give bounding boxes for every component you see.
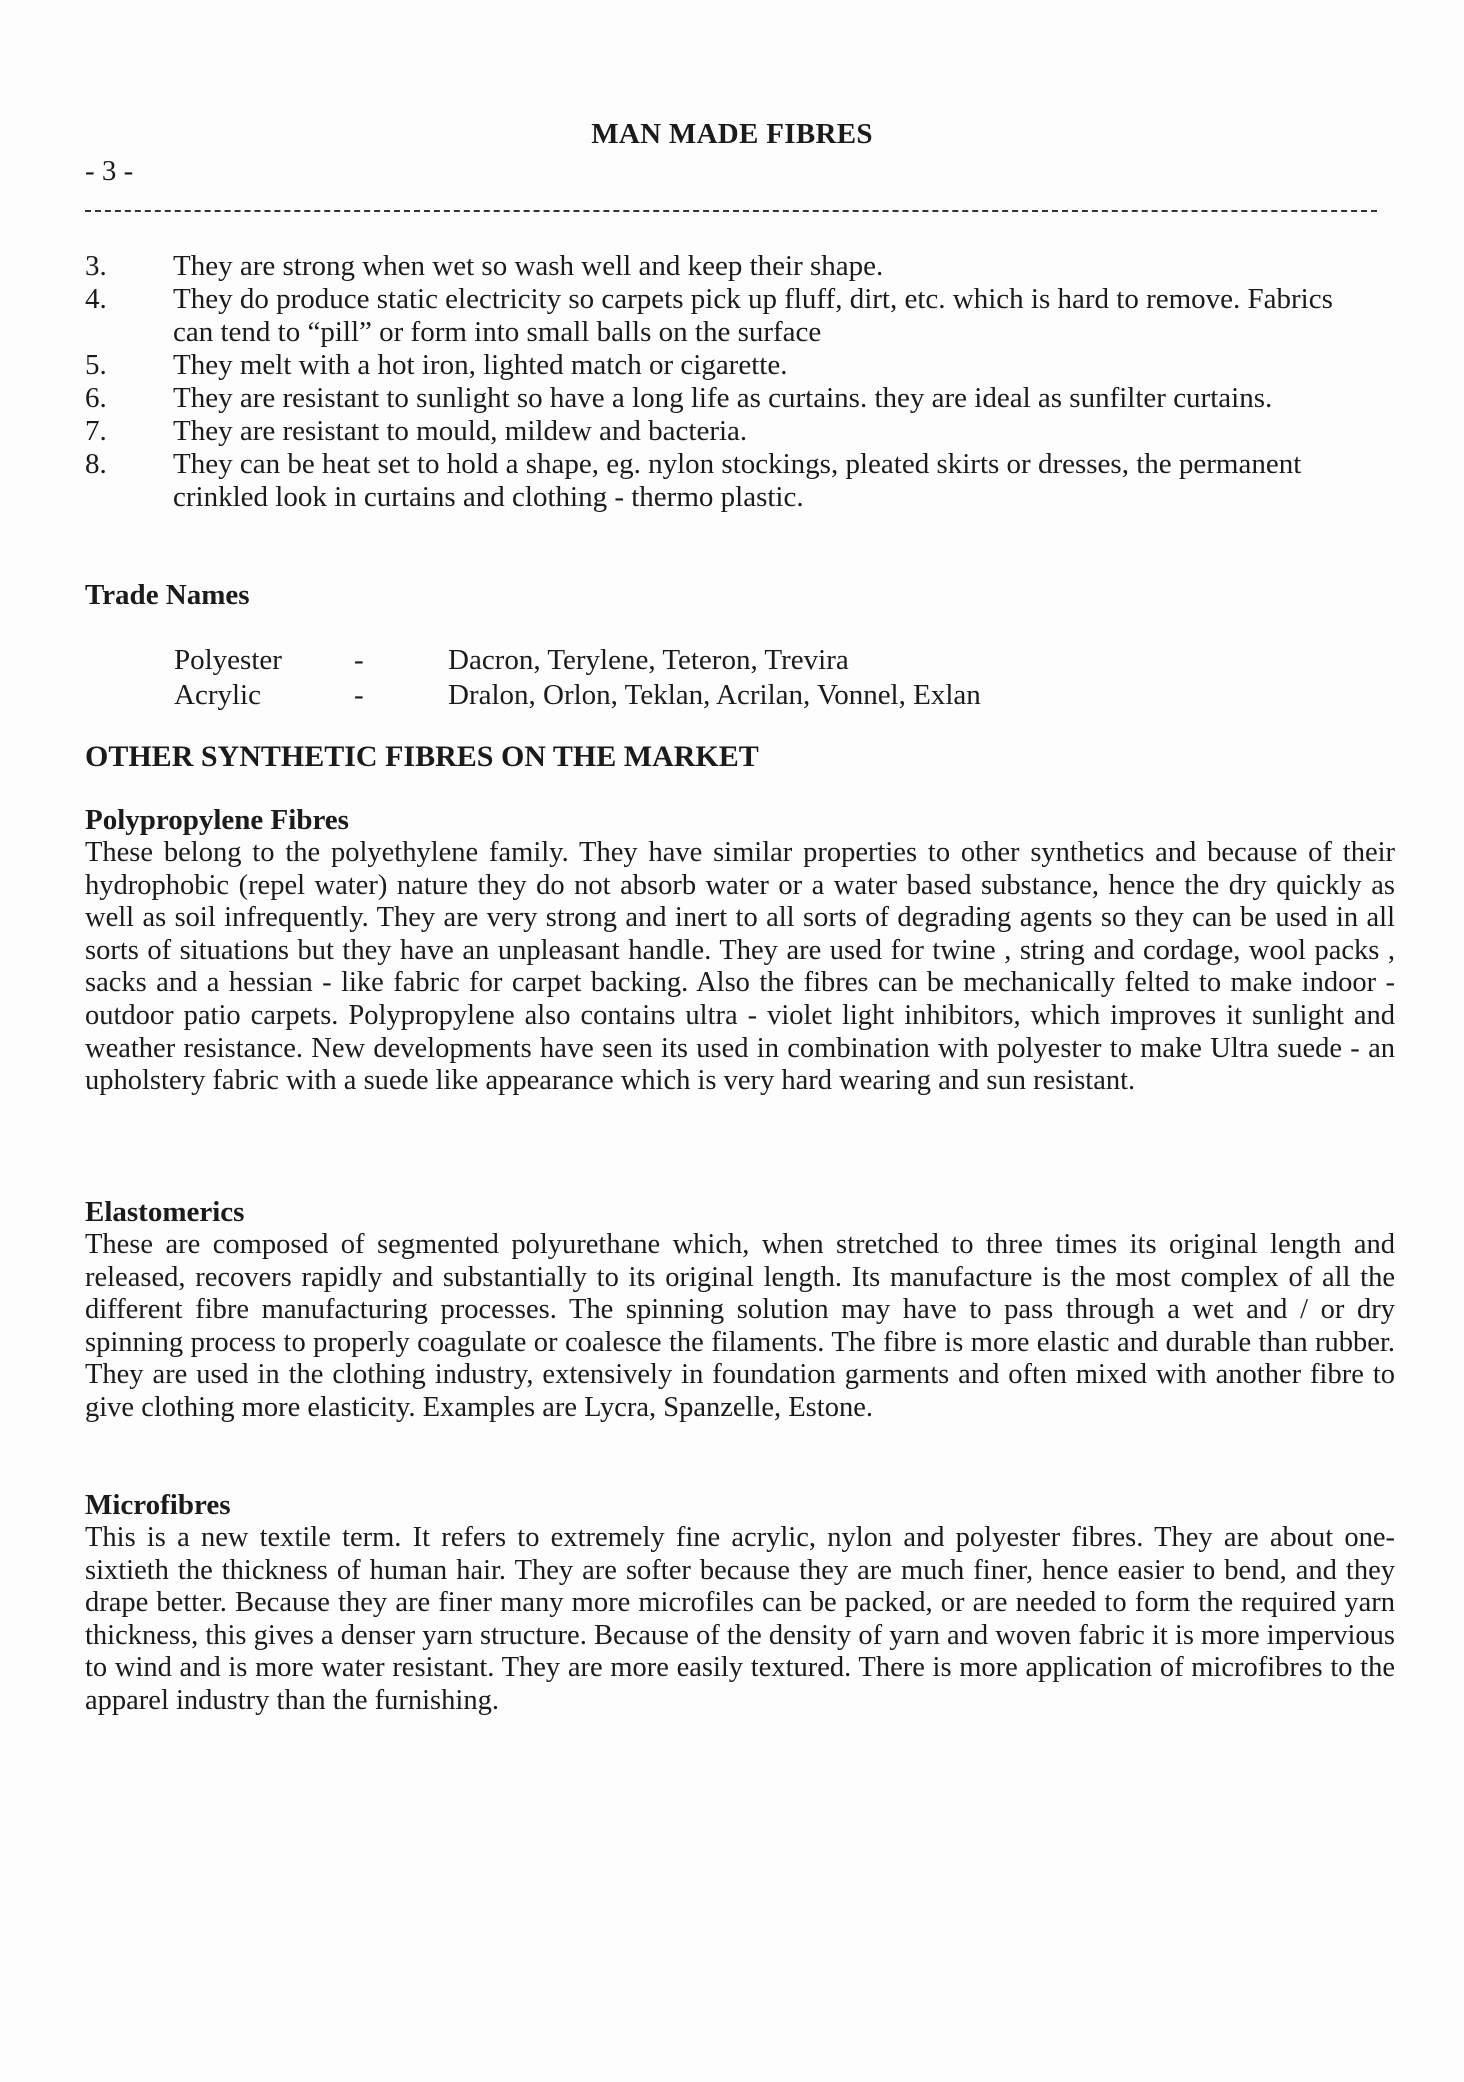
trade-names-row: [174, 643, 981, 678]
properties-list: [85, 250, 1385, 514]
section-heading: Elastomerics: [85, 1196, 245, 1228]
list-item-text: They are strong when wet so wash well and keep their shape.: [173, 250, 884, 282]
page-title: MAN MADE FIBRES: [591, 118, 873, 150]
list-item-text: They do produce static electricity so carpets pick up fluff, dirt, etc. which is hard to remove. Fabrics can tend to “pill” or form into small balls on the surface: [173, 283, 1333, 348]
trade-dash: -: [354, 679, 364, 711]
list-item: [85, 382, 1385, 415]
trade-fibre-name: Polyester: [174, 644, 282, 676]
list-item: [85, 250, 1385, 283]
trade-brand-list: Dacron, Terylene, Teteron, Trevira: [448, 644, 849, 676]
trade-names-heading: Trade Names: [85, 579, 250, 611]
list-item-text: They are resistant to sunlight so have a long life as curtains. they are ideal as sunfilter curtains.: [173, 382, 1273, 414]
polypropylene-section: [85, 804, 1395, 1098]
list-item-number: 8.: [85, 448, 107, 480]
section-paragraph: These are composed of segmented polyurethane which, when stretched to three times its original length and released, recovers rapidly and substantially to its original length. Its manufacture is the most complex of all the different fibre manufacturing processes. The spinning solution may have to pass through a wet and / or dry spinning process to properly coagulate or coalesce the filaments. The fibre is more elastic and durable than rubber. They are used in the clothing industry, extensively in foundation garments and often mixed with another fibre to give clothing more elasticity. Examples are Lycra, Spanzelle, Estone.: [85, 1229, 1395, 1423]
list-item-number: 6.: [85, 382, 107, 414]
list-item: [85, 415, 1385, 448]
trade-names-row: [174, 678, 981, 713]
dashed-separator: [85, 210, 1377, 212]
list-item-number: 3.: [85, 250, 107, 282]
section-paragraph: This is a new textile term. It refers to extremely fine acrylic, nylon and polyester fibres. They are about one-sixtieth the thickness of human hair. They are softer because they are much finer, hence easier to bend, and they drape better. Because they are finer many more microfiles can be packed, or are needed to form the required yarn thickness, this gives a denser yarn structure. Because of the density of yarn and woven fabric it is more impervious to wind and is more water resistant. They are more easily textured. There is more application of microfibres to the apparel industry than the furnishing.: [85, 1522, 1395, 1716]
section-heading: Polypropylene Fibres: [85, 804, 349, 836]
trade-fibre-name: Acrylic: [174, 679, 261, 711]
list-item: [85, 448, 1385, 514]
other-synthetic-fibres-heading: OTHER SYNTHETIC FIBRES ON THE MARKET: [85, 740, 759, 773]
page-number: - 3 -: [85, 155, 134, 187]
list-item: [85, 283, 1385, 349]
list-item-number: 7.: [85, 415, 107, 447]
trade-brand-list: Dralon, Orlon, Teklan, Acrilan, Vonnel, Exlan: [448, 679, 981, 711]
list-item-text: They are resistant to mould, mildew and bacteria.: [173, 415, 748, 447]
list-item-number: 4.: [85, 283, 107, 315]
list-item: [85, 349, 1385, 382]
section-heading: Microfibres: [85, 1489, 231, 1521]
list-item-text: They melt with a hot iron, lighted match or cigarette.: [173, 349, 788, 381]
section-paragraph: These belong to the polyethylene family. They have similar properties to other synthetics and because of their hydrophobic (repel water) nature they do not absorb water or a water based substance, hence the dry quickly as well as soil infrequently. They are very strong and inert to all sorts of degrading agents so they can be used in all sorts of situations but they have an unpleasant handle. They are used for twine , string and cordage, wool packs , sacks and a hessian - like fabric for carpet backing. Also the fibres can be mechanically felted to make indoor - outdoor patio carpets. Polypropylene also contains ultra - violet light inhibitors, which improves it sunlight and weather resistance. New developments have seen its used in combination with polyester to make Ultra suede - an upholstery fabric with a suede like appearance which is very hard wearing and sun resistant.: [85, 837, 1395, 1097]
microfibres-section: [85, 1489, 1395, 1718]
trade-dash: -: [354, 644, 364, 676]
trade-names-table: [174, 643, 981, 713]
list-item-text: They can be heat set to hold a shape, eg. nylon stockings, pleated skirts or dresses, the permanent crinkled look in curtains and clothing - thermo plastic.: [173, 448, 1302, 513]
list-item-number: 5.: [85, 349, 107, 381]
elastomerics-section: [85, 1196, 1395, 1425]
